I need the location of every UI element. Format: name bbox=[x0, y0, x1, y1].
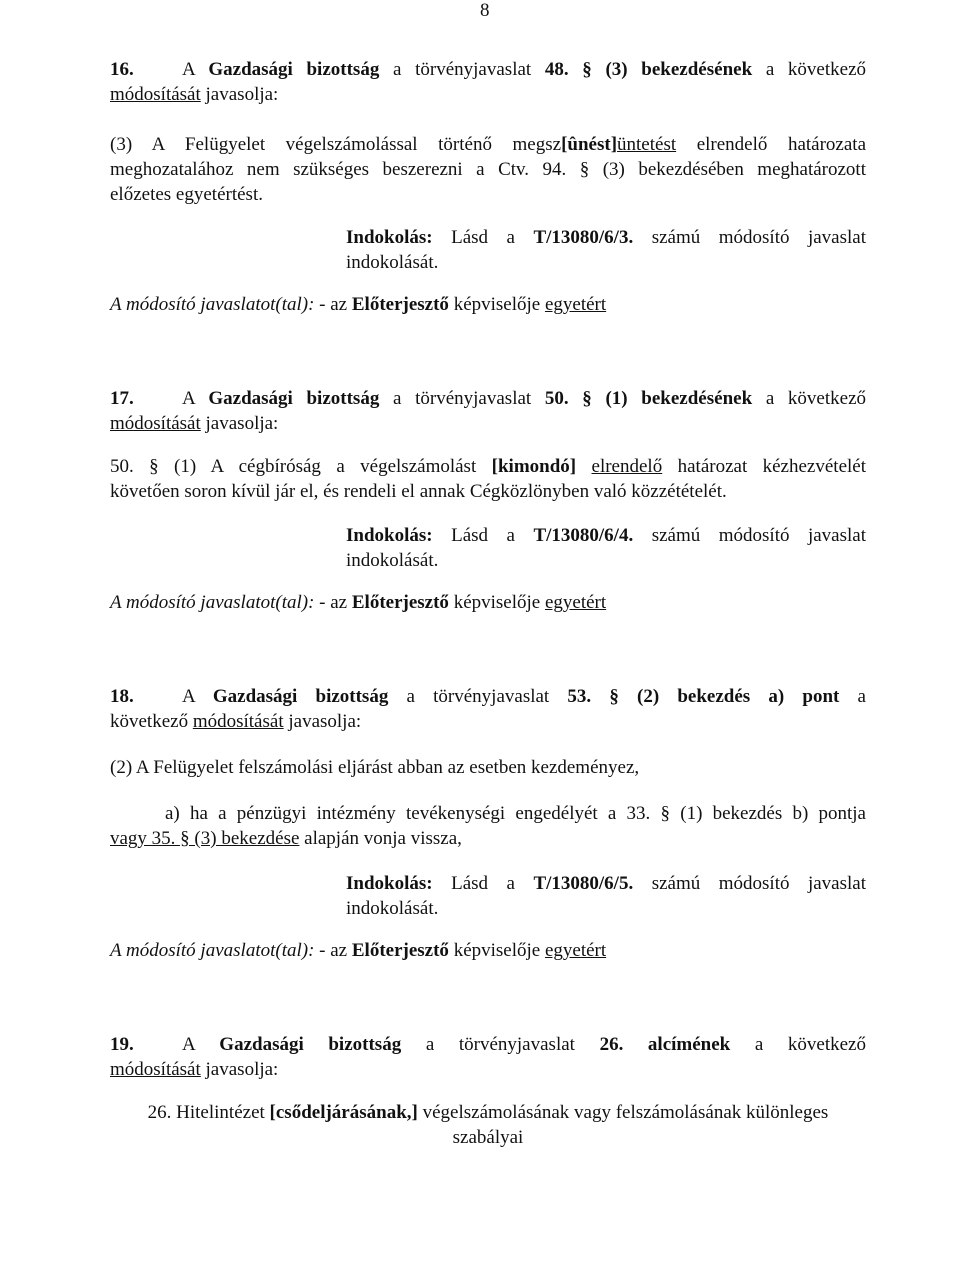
intro-text: módosítását bbox=[192, 711, 284, 732]
support-text: képviselője bbox=[448, 940, 545, 961]
item-17-intro-line1 bbox=[110, 386, 866, 411]
support-label: A módosító javaslatot(tal): bbox=[110, 592, 315, 613]
intro-text: a törvényjavaslat bbox=[379, 388, 545, 409]
intro-text: a következő bbox=[730, 1034, 866, 1055]
intro-text: javasolja: bbox=[200, 1059, 279, 1080]
item-17-text-line2: követően soron kívül jár el, és rendeli el annak Cégközlönyben való közzétételét. bbox=[110, 481, 727, 502]
justification-reference: T/13080/6/4. bbox=[533, 525, 634, 546]
justification-18-line1 bbox=[346, 871, 866, 896]
intro-text: a következő bbox=[752, 59, 867, 80]
item-17-text-line1 bbox=[110, 454, 866, 479]
amendment-text bbox=[576, 456, 591, 477]
support-position: egyetért bbox=[544, 940, 607, 961]
justification-label: Indokolás: bbox=[346, 227, 433, 248]
intro-text: javasolja: bbox=[200, 413, 279, 434]
justification-text: Lásd a bbox=[432, 227, 534, 248]
item-17-intro-line2 bbox=[110, 411, 278, 436]
deleted-text: [ûnést] bbox=[561, 134, 618, 155]
committee-name: Gazdasági bizottság bbox=[208, 59, 380, 80]
justification-text: Lásd a bbox=[432, 525, 534, 546]
intro-text: javasolja: bbox=[283, 711, 362, 732]
intro-text: következő bbox=[110, 711, 193, 732]
justification-text: számú módosító javaslat bbox=[633, 227, 866, 248]
amendment-text: 26. Hitelintézet bbox=[147, 1102, 270, 1123]
amendment-text: határozat kézhezvételét bbox=[662, 456, 866, 477]
support-label: A módosító javaslatot(tal): bbox=[110, 940, 315, 961]
intro-text: módosítását bbox=[110, 84, 201, 105]
committee-name: Gazdasági bizottság bbox=[208, 388, 380, 409]
support-label: A módosító javaslatot(tal): bbox=[110, 294, 315, 315]
support-text: - az bbox=[314, 592, 352, 613]
item-18-text-line1: (2) A Felügyelet felszámolási eljárást abban az esetben kezdeményez, bbox=[110, 757, 640, 778]
support-position: egyetért bbox=[544, 294, 607, 315]
committee-name: Gazdasági bizottság bbox=[219, 1034, 402, 1055]
committee-name: Gazdasági bizottság bbox=[212, 686, 389, 707]
intro-text: a következő bbox=[752, 388, 867, 409]
justification-18-line2: indokolását. bbox=[346, 898, 439, 919]
support-text: képviselője bbox=[448, 294, 545, 315]
justification-text: Lásd a bbox=[432, 873, 534, 894]
item-19-intro-line1 bbox=[110, 1032, 866, 1057]
justification-text: számú módosító javaslat bbox=[633, 873, 866, 894]
support-line-18 bbox=[110, 938, 606, 963]
section-reference: 48. § (3) bekezdésének bbox=[544, 59, 753, 80]
section-reference: 50. § (1) bekezdésének bbox=[544, 388, 753, 409]
support-position: egyetért bbox=[544, 592, 607, 613]
inserted-text: elrendelő bbox=[591, 456, 663, 477]
item-16-text-line1 bbox=[110, 132, 866, 157]
justification-reference: T/13080/6/3. bbox=[533, 227, 634, 248]
intro-text: A bbox=[182, 1034, 220, 1055]
deleted-text: [kimondó] bbox=[491, 456, 577, 477]
intro-text: a törvényjavaslat bbox=[388, 686, 568, 707]
amendment-text: 50. § (1) A cégbíróság a végelszámolást bbox=[110, 456, 492, 477]
intro-text: módosítását bbox=[110, 1059, 201, 1080]
deleted-text: [csődeljárásának,] bbox=[269, 1102, 418, 1123]
submitter-name: Előterjesztő bbox=[351, 592, 449, 613]
intro-text: módosítását bbox=[110, 413, 201, 434]
page-number: 8 bbox=[480, 0, 490, 21]
intro-text: A bbox=[182, 388, 209, 409]
intro-text: A bbox=[182, 686, 213, 707]
section-reference: 53. § (2) bekezdés a) pont bbox=[567, 686, 840, 707]
support-text: - az bbox=[314, 294, 352, 315]
item-19-text-line1 bbox=[110, 1100, 866, 1125]
intro-text: javasolja: bbox=[200, 84, 279, 105]
item-16-text-line2: meghozatalához nem szükséges beszerezni a Ctv. 94. § (3) bekezdésében meghatározott bbox=[110, 159, 866, 180]
item-16-text-line3: előzetes egyetértést. bbox=[110, 184, 263, 205]
item-16-intro-line1 bbox=[110, 57, 866, 82]
item-19-intro-line2 bbox=[110, 1057, 278, 1082]
item-16-intro-line2 bbox=[110, 82, 278, 107]
item-18-intro-line1 bbox=[110, 684, 866, 709]
amendment-text: alapján vonja vissza, bbox=[299, 828, 462, 849]
item-number: 16. bbox=[110, 59, 134, 80]
submitter-name: Előterjesztő bbox=[351, 940, 449, 961]
justification-label: Indokolás: bbox=[346, 873, 433, 894]
item-19-text-line2: szabályai bbox=[452, 1127, 524, 1148]
inserted-text: üntetést bbox=[617, 134, 677, 155]
justification-16-line1 bbox=[346, 225, 866, 250]
item-18-intro-line2 bbox=[110, 709, 361, 734]
item-18-text-line2: a) ha a pénzügyi intézmény tevékenységi engedélyét a 33. § (1) bekezdés b) pontja bbox=[165, 803, 866, 824]
support-text: képviselője bbox=[448, 592, 545, 613]
item-18-text-line3 bbox=[110, 826, 462, 851]
justification-17-line1 bbox=[346, 523, 866, 548]
amendment-text: végelszámolásának vagy felszámolásának különleges bbox=[417, 1102, 829, 1123]
inserted-text: vagy 35. § (3) bekezdése bbox=[110, 828, 300, 849]
submitter-name: Előterjesztő bbox=[351, 294, 449, 315]
item-number: 18. bbox=[110, 686, 134, 707]
section-reference: 26. alcímének bbox=[599, 1034, 731, 1055]
support-line-17 bbox=[110, 590, 606, 615]
amendment-text: (3) A Felügyelet végelszámolással történő megsz bbox=[110, 134, 562, 155]
justification-16-line2: indokolását. bbox=[346, 252, 439, 273]
intro-text: a bbox=[839, 686, 866, 707]
justification-label: Indokolás: bbox=[346, 525, 433, 546]
amendment-text: elrendelő határozata bbox=[676, 134, 867, 155]
item-number: 17. bbox=[110, 388, 134, 409]
justification-reference: T/13080/6/5. bbox=[533, 873, 634, 894]
intro-text: a törvényjavaslat bbox=[379, 59, 545, 80]
support-text: - az bbox=[314, 940, 352, 961]
item-number: 19. bbox=[110, 1034, 134, 1055]
justification-text: számú módosító javaslat bbox=[633, 525, 866, 546]
justification-17-line2: indokolását. bbox=[346, 550, 439, 571]
support-line-16 bbox=[110, 292, 606, 317]
intro-text: A bbox=[182, 59, 209, 80]
intro-text: a törvényjavaslat bbox=[401, 1034, 600, 1055]
